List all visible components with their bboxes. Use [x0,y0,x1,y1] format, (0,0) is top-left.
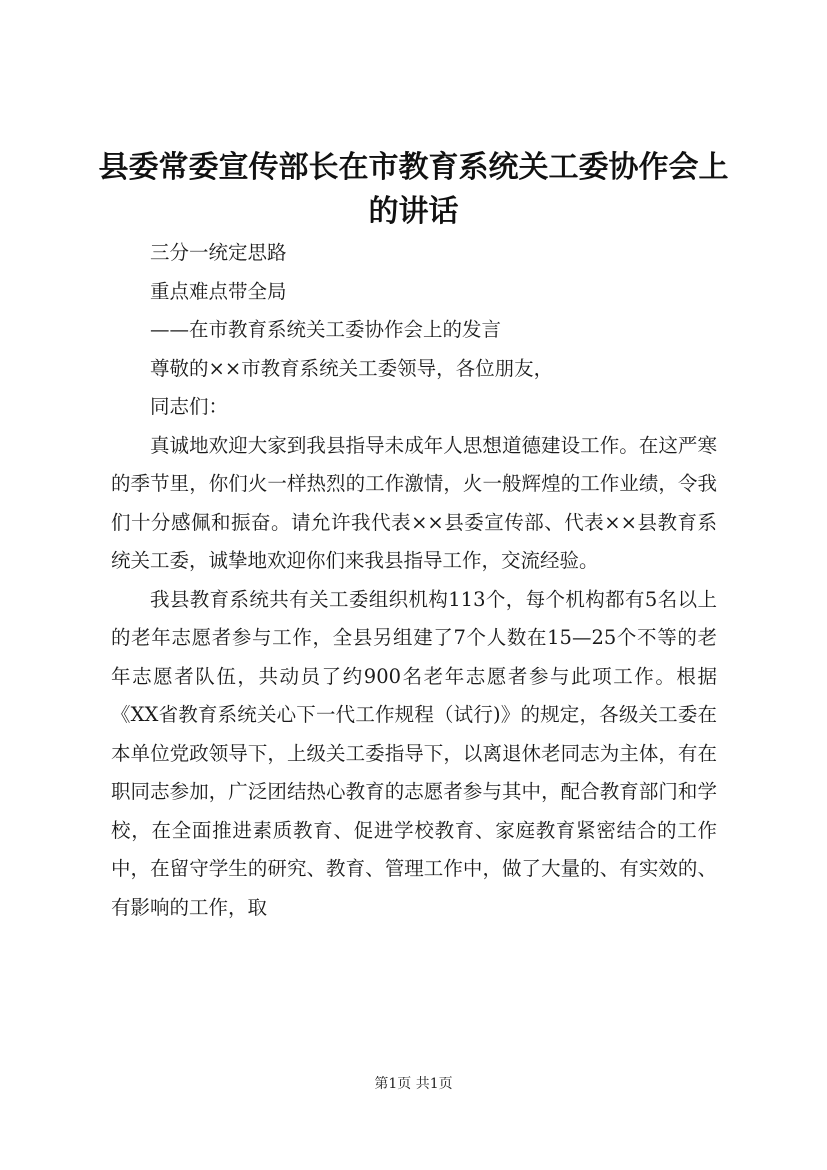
subtitle-line-2: 重点难点带全局 [150,279,287,303]
page-footer: 第1页 共1页 [374,1076,453,1092]
salutation-line: 尊敬的××市教育系统关工委领导，各位朋友， [150,356,554,380]
subtitle-line-3: ——在市教育系统关工委协作会上的发言 [150,318,502,341]
paragraph-overview: 我县教育系统共有关工委组织机构113个，每个机构都有5名以上的老年志愿者参与工作，全县另组建了7个人数在15—25个不等的老年志愿者队伍，共动员了约900名老年志愿者参与此项工作。根据《XX省教育系统关心下一代工作规程（试行)》的规定，各级关工委在本单位党政领导下，上级关工委指导下，以离退休老同志为主体，有在职同志参加，广泛团结热心教育的志愿者参与其中，配合教育部门和学校，在全面推进素质教育、促进学校教育、家庭教育紧密结合的工作中，在留守学生的研究、教育、管理工作中，做了大量的、有实效的、有影响的工作，取 [111,587,717,919]
document-body [111,234,717,927]
subtitle-line-1: 三分一统定思路 [150,241,287,264]
document-title: 县委常委宣传部长在市教育系统关工委协作会上的讲话 [98,150,729,229]
paragraph-welcome: 真诚地欢迎大家到我县指导未成年人思想道德建设工作。在这严寒的季节里，你们火一样热烈的工作激情，火一般辉煌的工作业绩，令我们十分感佩和振奋。请允许我代表××县委宣传部、代表××县教育系统关工委，诚挚地欢迎你们来我县指导工作，交流经验。 [111,433,717,572]
salutation-line-2: 同志们： [150,395,229,418]
